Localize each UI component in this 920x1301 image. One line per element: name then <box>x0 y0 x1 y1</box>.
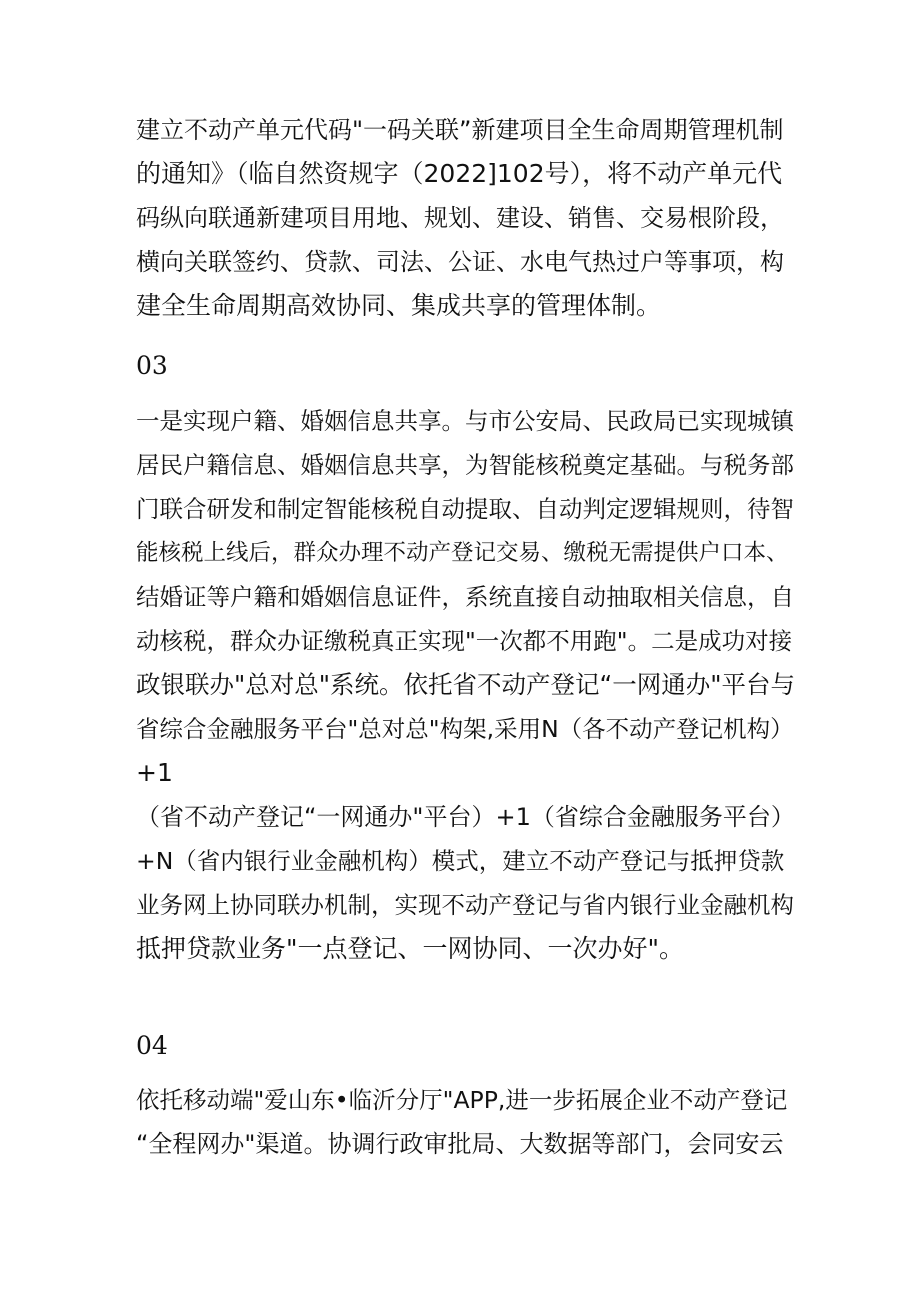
text-line: 结婚证等户籍和婚姻信息证件，系统直接自动抽取相关信息，自 <box>136 583 794 611</box>
text-line: 动核税，群众办证缴税真正实现"一次都不用跑"。二是成功对接 <box>136 627 793 655</box>
paragraph-intro <box>136 108 796 328</box>
text-line: 门联合研发和制定智能核税自动提取、自动判定逻辑规则，待智 <box>136 495 794 523</box>
text-line: 建立不动产单元代码"一码关联”新建项目全生命周期管理机制 <box>136 116 784 144</box>
text-line: 建全生命周期高效协同、集成共享的管理体制。 <box>136 291 662 320</box>
section-heading: 04 <box>136 1031 168 1060</box>
text-line: 省综合金融服务平台"总对总"构架,采用N（各不动产登记机构） <box>136 715 794 743</box>
section-04-body <box>136 1078 796 1166</box>
text-line: （省不动产登记“一网通办"平台）+1（省综合金融服务平台） <box>136 803 795 831</box>
text-line: 抵押贷款业务"一点登记、一网协同、一次办好"。 <box>136 934 684 963</box>
text-line: 码纵向联通新建项目用地、规划、建设、销售、交易根阶段， <box>136 204 784 232</box>
section-04 <box>136 1024 796 1068</box>
section-03-body <box>136 399 796 971</box>
section-03 <box>136 344 796 388</box>
text-line: 横向关联签约、贷款、司法、公证、水电气热过户等事项，构 <box>136 248 784 276</box>
text-line: 依托移动端"爱山东•临沂分厅"APP,进一步拓展企业不动产登记 <box>136 1086 788 1114</box>
text-line: 业务网上协同联办机制，实现不动产登记与省内银行业金融机构 <box>136 891 794 919</box>
text-line: 一是实现户籍、婚姻信息共享。与市公安局、民政局已实现城镇 <box>136 407 794 435</box>
text-line: 居民户籍信息、婚姻信息共享，为智能核税奠定基础。与税务部 <box>136 451 794 479</box>
text-line: 政银联办"总对总"系统。依托省不动产登记“一网通办"平台与 <box>136 670 795 699</box>
text-line: 能核税上线后，群众办理不动产登记交易、缴税无需提供户口本、 <box>136 540 789 566</box>
text-line: +1 <box>136 758 173 787</box>
text-line: 的通知》（临自然资规字（2022]102号），将不动产单元代 <box>136 159 783 188</box>
text-line: “全程网办"渠道。协调行政审批局、大数据等部门，会同安云 <box>136 1130 784 1158</box>
text-line: +N（省内银行业金融机构）模式，建立不动产登记与抵押贷款 <box>136 847 785 875</box>
section-heading: 03 <box>136 351 168 380</box>
